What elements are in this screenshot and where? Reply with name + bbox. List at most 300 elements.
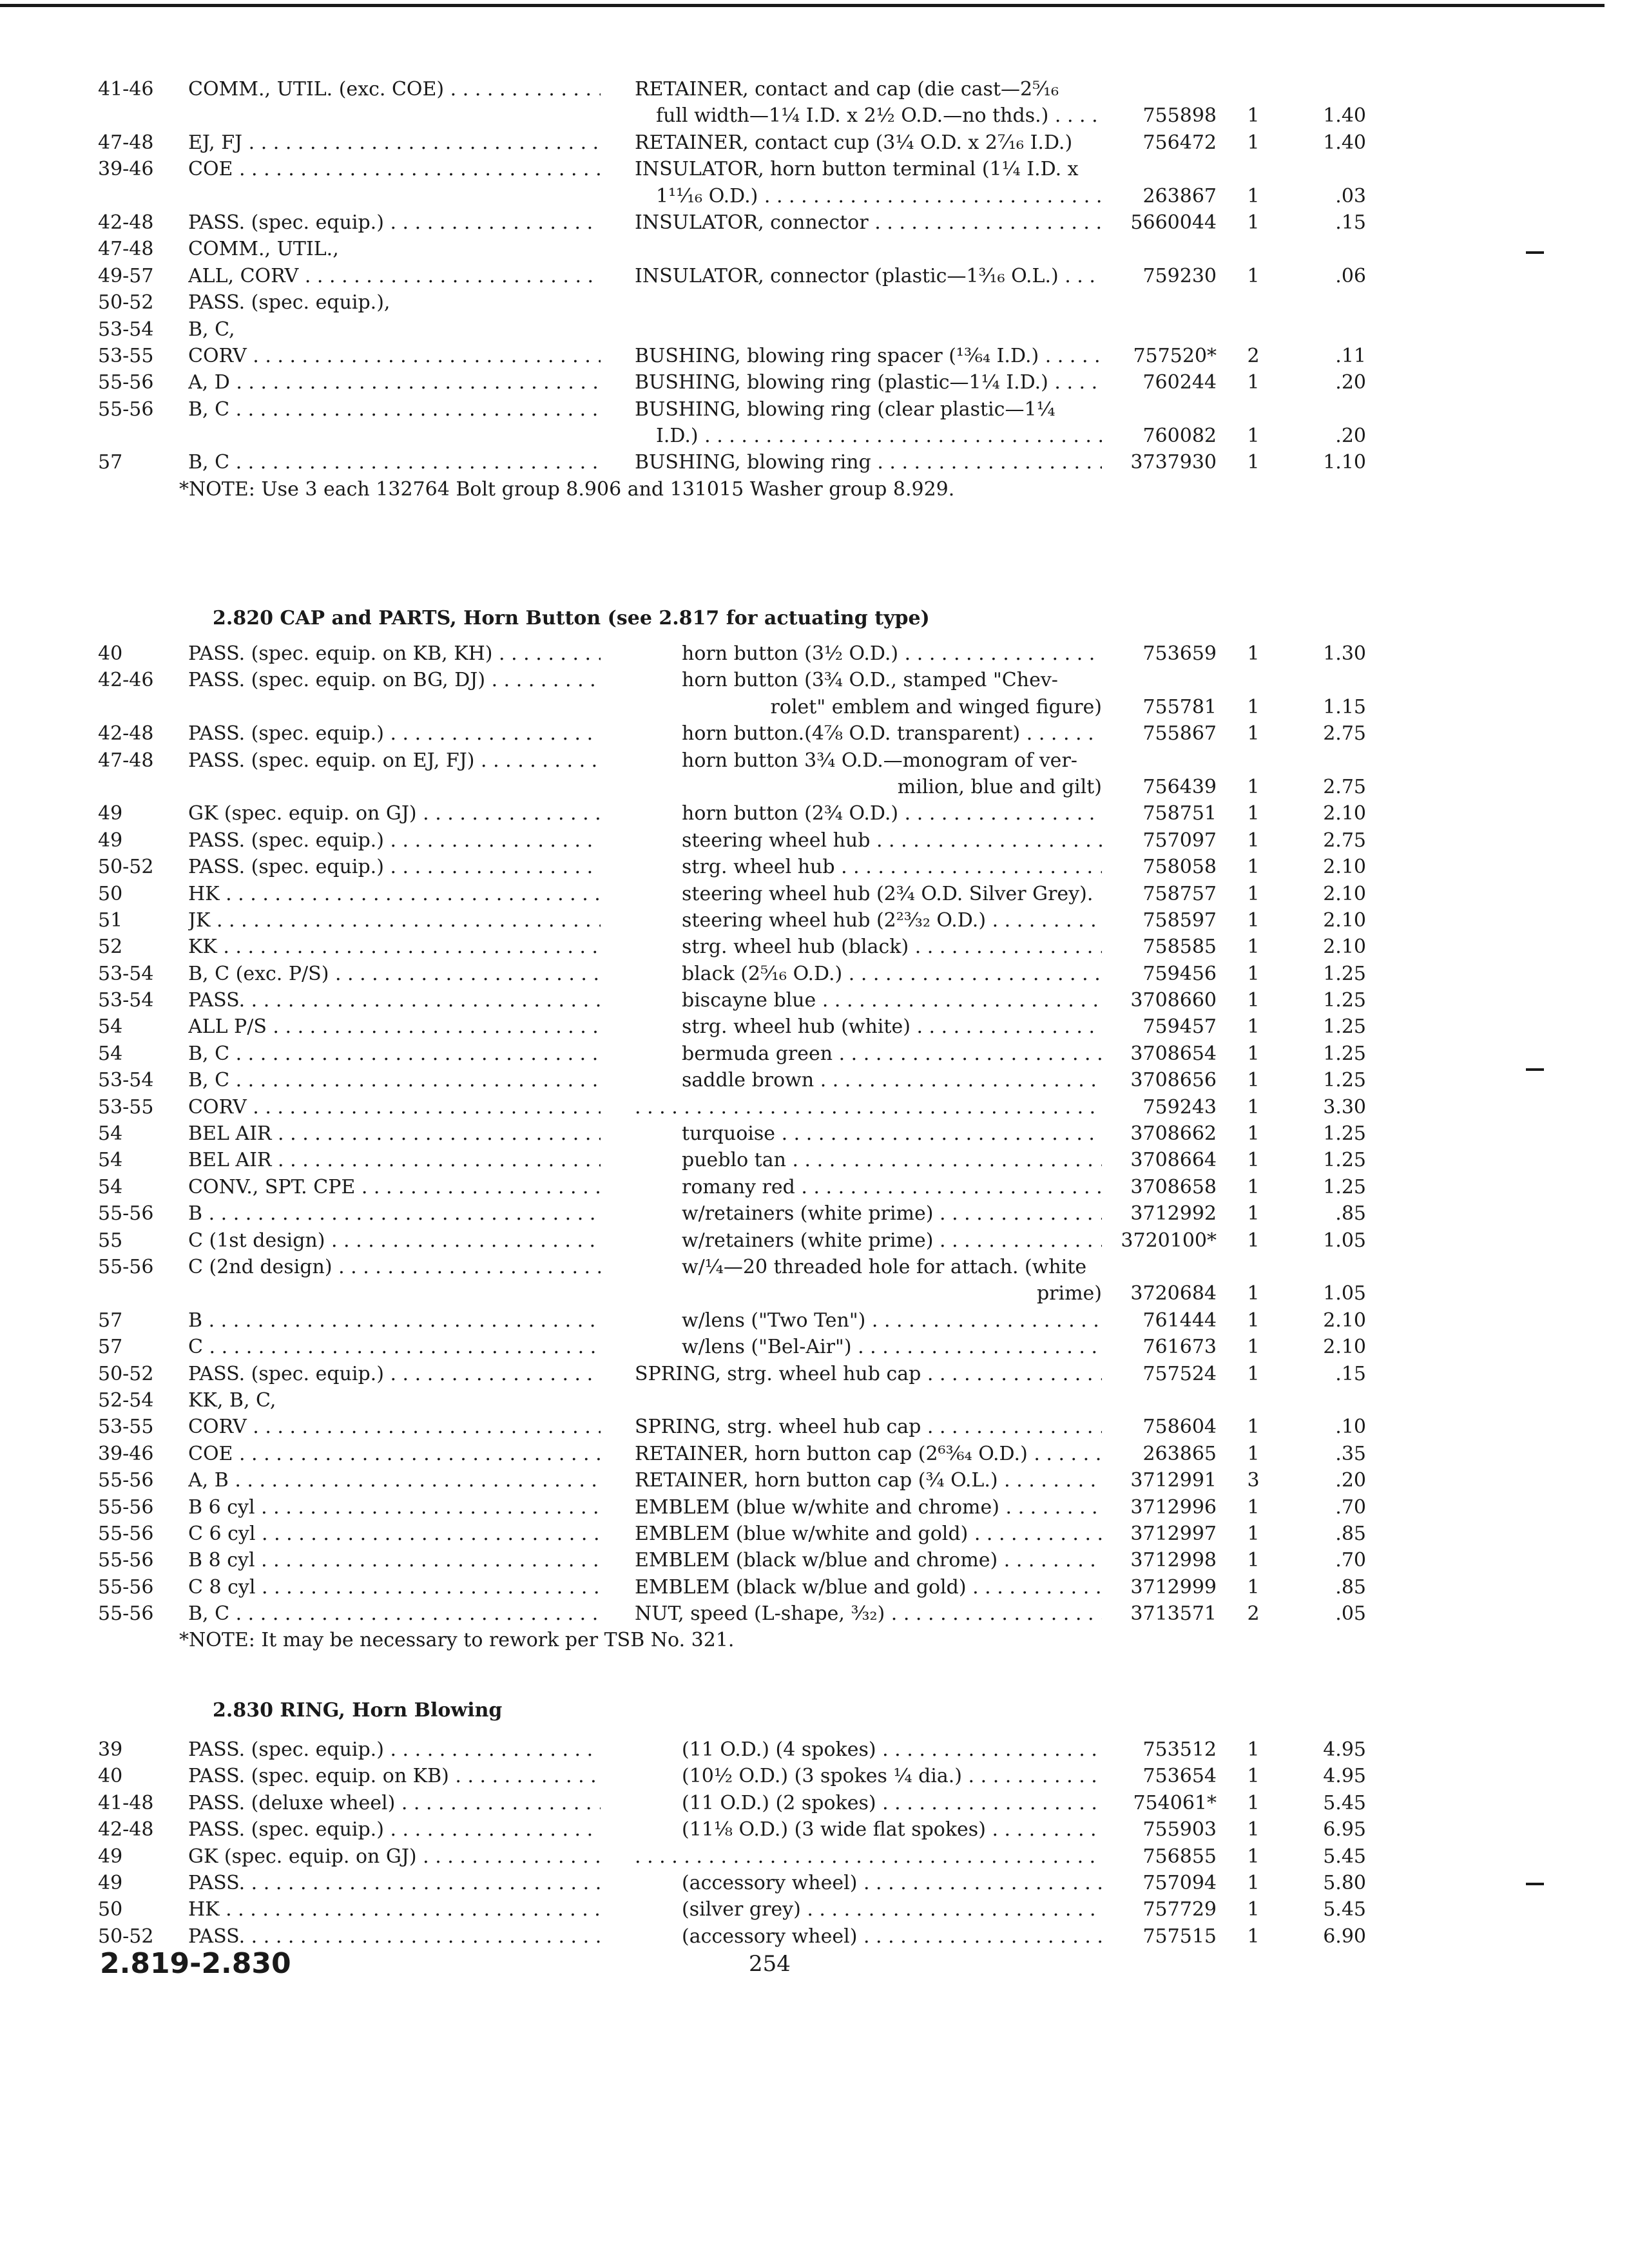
- year-cell: 55-56: [98, 1575, 154, 1599]
- year-cell: 53-54: [98, 962, 154, 985]
- year-cell: 54: [98, 1015, 123, 1039]
- model-cell: HK . . .: [188, 881, 601, 907]
- table-row: [0, 1174, 1629, 1200]
- part-number-cell: 757515: [1142, 1925, 1217, 1948]
- price-cell: 4.95: [1323, 1765, 1366, 1788]
- margin-mark: [1526, 251, 1544, 254]
- part-description-cell: BUSHING, blowing ring (plastic—1¼ I.D.) . . .: [635, 369, 1102, 396]
- model-cell: KK . . .: [188, 934, 601, 960]
- quantity-cell: 1: [1247, 371, 1260, 394]
- year-cell: 42-48: [98, 1818, 154, 1841]
- part-description-cell: EMBLEM (blue w/white and gold) . . .: [635, 1521, 1102, 1547]
- year-cell: 52-54: [98, 1389, 154, 1412]
- model-cell: B 8 cyl . . .: [188, 1547, 601, 1573]
- table-row: [0, 694, 1629, 720]
- model-cell: JK . . .: [188, 907, 601, 934]
- model-cell: COMM., UTIL.,: [188, 238, 339, 261]
- price-cell: .15: [1335, 1362, 1366, 1385]
- year-cell: 53-54: [98, 989, 154, 1012]
- year-cell: 55-56: [98, 1549, 154, 1572]
- part-description-cell: horn button 3¾ O.D.—monogram of ver-: [682, 749, 1077, 772]
- part-number-cell: 759456: [1142, 962, 1217, 985]
- part-number-cell: 757094: [1142, 1871, 1217, 1894]
- part-number-cell: 759457: [1142, 1015, 1217, 1039]
- model-cell: B, C . . .: [188, 1041, 601, 1067]
- year-cell: 49: [98, 802, 123, 825]
- price-cell: 2.75: [1323, 775, 1366, 798]
- section-heading: 2.830 RING, Horn Blowing: [213, 1699, 503, 1722]
- quantity-cell: 1: [1247, 802, 1260, 825]
- quantity-cell: 1: [1247, 989, 1260, 1012]
- part-number-cell: 3712996: [1130, 1495, 1217, 1519]
- part-description-cell: RETAINER, contact and cap (die cast—2⁵⁄₁₆: [635, 78, 1059, 101]
- price-cell: 1.15: [1323, 695, 1366, 718]
- table-row: [0, 1041, 1629, 1067]
- table-row: [0, 934, 1629, 960]
- price-cell: 4.95: [1323, 1738, 1366, 1761]
- quantity-cell: 1: [1247, 1765, 1260, 1788]
- price-cell: .70: [1335, 1495, 1366, 1519]
- model-cell: PASS. (spec. equip.) . . .: [188, 1736, 601, 1763]
- price-cell: .85: [1335, 1575, 1366, 1599]
- year-cell: 57: [98, 1309, 123, 1332]
- price-cell: 1.25: [1323, 1015, 1366, 1039]
- table-row: [0, 423, 1629, 449]
- model-cell: PASS. (deluxe wheel) . . .: [188, 1790, 601, 1816]
- year-cell: 39-46: [98, 1442, 154, 1465]
- model-cell: PASS. (spec. equip. on EJ, FJ) . . .: [188, 747, 601, 774]
- price-cell: .20: [1335, 371, 1366, 394]
- section-cap-and-parts: [0, 606, 1629, 1654]
- section-retainers-insulators-bushings: [0, 76, 1629, 503]
- table-row: [0, 987, 1629, 1014]
- table-row: [0, 1494, 1629, 1521]
- model-cell: PASS. . . .: [188, 1870, 601, 1896]
- part-description-cell: (11⅛ O.D.) (3 wide flat spokes) . . .: [682, 1816, 1102, 1843]
- table-row: [0, 1843, 1629, 1870]
- model-cell: CORV . . .: [188, 343, 601, 369]
- model-cell: PASS. (spec. equip.) . . .: [188, 827, 601, 854]
- quantity-cell: 1: [1247, 1042, 1260, 1065]
- part-description-cell: horn button (3¾ O.D., stamped "Chev-: [682, 669, 1058, 692]
- quantity-cell: 1: [1247, 829, 1260, 852]
- year-cell: 40: [98, 1765, 123, 1788]
- table-row: [0, 1120, 1629, 1147]
- parts-table-ring: [0, 1736, 1629, 1950]
- part-number-cell: 3737930: [1130, 451, 1217, 474]
- margin-mark: [1526, 1883, 1544, 1885]
- quantity-cell: 1: [1247, 1738, 1260, 1761]
- part-number-cell: 758058: [1142, 856, 1217, 879]
- year-cell: 53-54: [98, 318, 154, 341]
- part-description-cell: bermuda green . . .: [682, 1041, 1102, 1067]
- part-number-cell: 753659: [1142, 642, 1217, 665]
- quantity-cell: 1: [1247, 425, 1260, 448]
- part-description-cell: [635, 1094, 1102, 1120]
- part-description-cell: biscayne blue . . .: [682, 987, 1102, 1014]
- table-row: [0, 774, 1629, 800]
- quantity-cell: 1: [1247, 131, 1260, 154]
- table-row: [0, 1387, 1629, 1414]
- price-cell: 1.25: [1323, 962, 1366, 985]
- table-row: [0, 1334, 1629, 1360]
- year-cell: 55-56: [98, 1202, 154, 1225]
- table-row: [0, 1736, 1629, 1763]
- model-cell: PASS. . . .: [188, 1923, 601, 1950]
- part-number-cell: 3708660: [1130, 989, 1217, 1012]
- part-description-cell: w/retainers (white prime) . . .: [682, 1200, 1102, 1227]
- part-number-cell: 3712998: [1130, 1549, 1217, 1572]
- year-cell: 55-56: [98, 1255, 154, 1278]
- model-cell: HK . . .: [188, 1896, 601, 1923]
- table-row: [0, 1361, 1629, 1387]
- year-cell: 53-55: [98, 1095, 154, 1119]
- table-row: [0, 1094, 1629, 1120]
- table-row: [0, 369, 1629, 396]
- price-cell: 2.10: [1323, 1309, 1366, 1332]
- year-cell: 55-56: [98, 1602, 154, 1626]
- price-cell: .35: [1335, 1442, 1366, 1465]
- part-number-cell: 761673: [1142, 1336, 1217, 1359]
- price-cell: 1.25: [1323, 1042, 1366, 1065]
- table-row: [0, 1521, 1629, 1547]
- model-cell: PASS. (spec. equip. on KB) . . .: [188, 1763, 601, 1789]
- year-cell: 51: [98, 908, 123, 932]
- part-description-cell: EMBLEM (black w/blue and gold) . . .: [635, 1574, 1102, 1600]
- year-cell: 42-46: [98, 669, 154, 692]
- model-cell: C . . .: [188, 1334, 601, 1360]
- part-number-cell: 756439: [1142, 775, 1217, 798]
- table-row: [0, 1441, 1629, 1467]
- part-description-cell: NUT, speed (L-shape, ³⁄₃₂) . . .: [635, 1600, 1102, 1627]
- year-cell: 54: [98, 1122, 123, 1146]
- part-description-cell: BUSHING, blowing ring spacer (¹³⁄₆₄ I.D.) . . .: [635, 343, 1102, 369]
- quantity-cell: 2: [1247, 344, 1260, 367]
- model-cell: CONV., SPT. CPE . . .: [188, 1174, 601, 1200]
- part-number-cell: 3712991: [1130, 1469, 1217, 1492]
- part-number-cell: 753654: [1142, 1765, 1217, 1788]
- model-cell: PASS. (spec. equip.) . . .: [188, 1361, 601, 1387]
- table-row: [0, 1574, 1629, 1600]
- table-row: [0, 854, 1629, 880]
- price-cell: 1.25: [1323, 1122, 1366, 1146]
- part-number-cell: 3712999: [1130, 1575, 1217, 1599]
- part-description-cell: 1¹¹⁄₁₆ O.D.) . . .: [656, 183, 1102, 209]
- table-row: [0, 316, 1629, 343]
- part-number-cell: 3712997: [1130, 1522, 1217, 1545]
- part-description-cell: INSULATOR, connector (plastic—1³⁄₁₆ O.L.) . . .: [635, 263, 1102, 289]
- year-cell: 53-54: [98, 1069, 154, 1092]
- part-description-cell: steering wheel hub (2¾ O.D. Silver Grey).: [682, 882, 1094, 905]
- year-cell: 50: [98, 1898, 123, 1921]
- year-cell: 54: [98, 1042, 123, 1065]
- model-cell: CORV . . .: [188, 1094, 601, 1120]
- part-description-cell: milion, blue and gilt): [897, 775, 1102, 798]
- part-number-cell: 760244: [1142, 371, 1217, 394]
- part-description-cell: (silver grey) . . .: [682, 1896, 1102, 1923]
- part-description-cell: (accessory wheel) . . .: [682, 1870, 1102, 1896]
- part-description-cell: pueblo tan . . .: [682, 1147, 1102, 1173]
- part-description-cell: SPRING, strg. wheel hub cap . . .: [635, 1414, 1102, 1440]
- part-number-cell: 755898: [1142, 104, 1217, 128]
- model-cell: B, C . . .: [188, 449, 601, 476]
- price-cell: 3.30: [1323, 1095, 1366, 1119]
- part-number-cell: 758757: [1142, 882, 1217, 905]
- year-cell: 42-48: [98, 211, 154, 234]
- quantity-cell: 1: [1247, 1015, 1260, 1039]
- quantity-cell: 1: [1247, 1495, 1260, 1519]
- price-cell: .05: [1335, 1602, 1366, 1626]
- part-description-cell: w/retainers (white prime) . . .: [682, 1227, 1102, 1254]
- part-number-cell: 263865: [1142, 1442, 1217, 1465]
- part-number-cell: 3720100*: [1121, 1229, 1217, 1252]
- model-cell: B . . .: [188, 1200, 601, 1227]
- quantity-cell: 1: [1247, 1549, 1260, 1572]
- price-cell: 5.45: [1323, 1898, 1366, 1921]
- table-row: [0, 1467, 1629, 1494]
- part-number-cell: 758751: [1142, 802, 1217, 825]
- table-row: [0, 156, 1629, 182]
- price-cell: .03: [1335, 184, 1366, 207]
- price-cell: .70: [1335, 1549, 1366, 1572]
- quantity-cell: 1: [1247, 1818, 1260, 1841]
- model-cell: B, C . . .: [188, 1067, 601, 1093]
- part-number-cell: 754061*: [1133, 1791, 1217, 1814]
- quantity-cell: 1: [1247, 1845, 1260, 1868]
- year-cell: 40: [98, 642, 123, 665]
- price-cell: 5.80: [1323, 1871, 1366, 1894]
- parts-table-top: [0, 76, 1629, 476]
- model-cell: B, C . . .: [188, 1600, 601, 1627]
- table-row: [0, 102, 1629, 129]
- price-cell: 1.25: [1323, 989, 1366, 1012]
- quantity-cell: 1: [1247, 1925, 1260, 1948]
- section-ring-horn-blowing: [0, 1698, 1629, 1950]
- model-cell: B . . .: [188, 1307, 601, 1334]
- table-row: [0, 1280, 1629, 1307]
- price-cell: 5.45: [1323, 1791, 1366, 1814]
- price-cell: .06: [1335, 264, 1366, 287]
- year-cell: 55-56: [98, 1522, 154, 1545]
- model-cell: GK (spec. equip. on GJ) . . .: [188, 1843, 601, 1870]
- part-description-cell: turquoise . . .: [682, 1120, 1102, 1147]
- part-number-cell: 3708654: [1130, 1042, 1217, 1065]
- model-cell: ALL, CORV . . .: [188, 263, 601, 289]
- table-row: [0, 1200, 1629, 1227]
- table-row: [0, 396, 1629, 423]
- price-cell: .20: [1335, 425, 1366, 448]
- part-number-cell: 760082: [1142, 425, 1217, 448]
- model-cell: ALL P/S . . .: [188, 1014, 601, 1040]
- part-number-cell: 758597: [1142, 908, 1217, 932]
- quantity-cell: 1: [1247, 1871, 1260, 1894]
- table-row: [0, 209, 1629, 236]
- quantity-cell: 1: [1247, 936, 1260, 959]
- part-description-cell: [635, 1843, 1102, 1870]
- part-description-cell: BUSHING, blowing ring . . .: [635, 449, 1102, 476]
- price-cell: 1.40: [1323, 131, 1366, 154]
- year-cell: 53-55: [98, 344, 154, 367]
- year-cell: 49: [98, 829, 123, 852]
- model-cell: EJ, FJ . . .: [188, 130, 601, 156]
- price-cell: 1.05: [1323, 1229, 1366, 1252]
- part-number-cell: 756472: [1142, 131, 1217, 154]
- part-description-cell: full width—1¼ I.D. x 2½ O.D.—no thds.) . . .: [656, 102, 1102, 129]
- part-description-cell: strg. wheel hub (black) . . .: [682, 934, 1102, 960]
- part-number-cell: 759243: [1142, 1095, 1217, 1119]
- year-cell: 57: [98, 451, 123, 474]
- year-cell: 55-56: [98, 1495, 154, 1519]
- model-cell: B, C,: [188, 318, 235, 341]
- year-cell: 55: [98, 1229, 123, 1252]
- quantity-cell: 1: [1247, 642, 1260, 665]
- quantity-cell: 1: [1247, 962, 1260, 985]
- model-cell: C 6 cyl . . .: [188, 1521, 601, 1547]
- price-cell: 1.25: [1323, 1149, 1366, 1172]
- table-row: [0, 1547, 1629, 1573]
- part-number-cell: 3708656: [1130, 1069, 1217, 1092]
- model-cell: B, C (exc. P/S) . . .: [188, 961, 601, 987]
- table-row: [0, 1600, 1629, 1627]
- model-cell: PASS. (spec. equip.),: [188, 291, 390, 314]
- part-description-cell: INSULATOR, connector . . .: [635, 209, 1102, 236]
- model-cell: C (1st design) . . .: [188, 1227, 601, 1254]
- table-row: [0, 881, 1629, 907]
- part-description-cell: steering wheel hub (2²³⁄₃₂ O.D.) . . .: [682, 907, 1102, 934]
- year-cell: 39-46: [98, 158, 154, 181]
- quantity-cell: 1: [1247, 1122, 1260, 1146]
- margin-mark: [1526, 1068, 1544, 1071]
- table-row: [0, 183, 1629, 209]
- part-description-cell: w/¼—20 threaded hole for attach. (white: [682, 1255, 1087, 1278]
- model-cell: A, D . . .: [188, 369, 601, 396]
- top-rule: [0, 4, 1605, 7]
- table-row: [0, 640, 1629, 667]
- quantity-cell: 1: [1247, 1175, 1260, 1198]
- part-number-cell: 3708664: [1130, 1149, 1217, 1172]
- quantity-cell: 3: [1247, 1469, 1260, 1492]
- quantity-cell: 1: [1247, 1791, 1260, 1814]
- part-description-cell: INSULATOR, horn button terminal (1¼ I.D. x: [635, 158, 1079, 181]
- year-cell: 57: [98, 1336, 123, 1359]
- part-description-cell: horn button (3½ O.D.) . . .: [682, 640, 1102, 667]
- price-cell: .11: [1335, 344, 1366, 367]
- price-cell: 2.10: [1323, 882, 1366, 905]
- price-cell: .20: [1335, 1469, 1366, 1492]
- part-description-cell: strg. wheel hub (white) . . .: [682, 1014, 1102, 1040]
- part-description-cell: (11 O.D.) (2 spokes) . . .: [682, 1790, 1102, 1816]
- part-number-cell: 761444: [1142, 1309, 1217, 1332]
- quantity-cell: 1: [1247, 1282, 1260, 1305]
- table-row: [0, 1014, 1629, 1040]
- quantity-cell: 1: [1247, 1522, 1260, 1545]
- year-cell: 42-48: [98, 722, 154, 745]
- part-number-cell: 755867: [1142, 722, 1217, 745]
- part-description-cell: EMBLEM (black w/blue and chrome) . . .: [635, 1547, 1102, 1573]
- quantity-cell: 1: [1247, 1362, 1260, 1385]
- page-number: 254: [749, 1951, 791, 1977]
- footnote: *NOTE: Use 3 each 132764 Bolt group 8.906 and 131015 Washer group 8.929.: [179, 477, 955, 501]
- quantity-cell: 1: [1247, 1202, 1260, 1225]
- part-number-cell: 755781: [1142, 695, 1217, 718]
- table-row: [0, 747, 1629, 774]
- part-description-cell: (10½ O.D.) (3 spokes ¼ dia.) . . .: [682, 1763, 1102, 1789]
- table-row: [0, 720, 1629, 747]
- price-cell: 2.10: [1323, 856, 1366, 879]
- year-cell: 52: [98, 936, 123, 959]
- model-cell: PASS. . . .: [188, 987, 601, 1014]
- model-cell: KK, B, C,: [188, 1389, 276, 1412]
- table-row: [0, 1790, 1629, 1816]
- part-description-cell: (accessory wheel) . . .: [682, 1923, 1102, 1950]
- year-cell: 53-55: [98, 1416, 154, 1439]
- part-description-cell: BUSHING, blowing ring (clear plastic—1¼: [635, 398, 1055, 421]
- price-cell: .10: [1335, 1416, 1366, 1439]
- parts-table-cap: [0, 640, 1629, 1627]
- part-number-cell: 758604: [1142, 1416, 1217, 1439]
- part-description-cell: w/lens ("Two Ten") . . .: [682, 1307, 1102, 1334]
- year-cell: 50-52: [98, 856, 154, 879]
- year-cell: 55-56: [98, 398, 154, 421]
- model-cell: PASS. (spec. equip.) . . .: [188, 854, 601, 880]
- price-cell: 1.30: [1323, 642, 1366, 665]
- quantity-cell: 1: [1247, 184, 1260, 207]
- year-cell: 49: [98, 1871, 123, 1894]
- part-number-cell: 756855: [1142, 1845, 1217, 1868]
- year-cell: 47-48: [98, 238, 154, 261]
- model-cell: PASS. (spec. equip.) . . .: [188, 1816, 601, 1843]
- price-cell: 1.25: [1323, 1175, 1366, 1198]
- table-row: [0, 343, 1629, 369]
- table-row: [0, 449, 1629, 476]
- quantity-cell: 1: [1247, 264, 1260, 287]
- table-row: [0, 1763, 1629, 1789]
- quantity-cell: 1: [1247, 1095, 1260, 1119]
- part-description-cell: rolet" emblem and winged figure): [770, 695, 1102, 718]
- model-cell: PASS. (spec. equip.) . . .: [188, 209, 601, 236]
- model-cell: CORV . . .: [188, 1414, 601, 1440]
- price-cell: 6.90: [1323, 1925, 1366, 1948]
- quantity-cell: 1: [1247, 882, 1260, 905]
- year-cell: 55-56: [98, 371, 154, 394]
- part-number-cell: 3720684: [1130, 1282, 1217, 1305]
- part-number-cell: 5660044: [1130, 211, 1217, 234]
- part-number-cell: 757097: [1142, 829, 1217, 852]
- model-cell: BEL AIR . . .: [188, 1147, 601, 1173]
- table-row: [0, 1923, 1629, 1950]
- part-description-cell: RETAINER, horn button cap (2⁶³⁄₆₄ O.D.) . . .: [635, 1441, 1102, 1467]
- year-cell: 54: [98, 1175, 123, 1198]
- model-cell: PASS. (spec. equip. on BG, DJ) . . .: [188, 667, 601, 693]
- table-row: [0, 800, 1629, 827]
- price-cell: 2.75: [1323, 722, 1366, 745]
- table-row: [0, 1147, 1629, 1173]
- price-cell: .15: [1335, 211, 1366, 234]
- part-description-cell: RETAINER, horn button cap (¾ O.L.) . . .: [635, 1467, 1102, 1494]
- part-description-cell: RETAINER, contact cup (3¼ O.D. x 2⁷⁄₁₆ I.D.): [635, 131, 1073, 154]
- part-number-cell: 263867: [1142, 184, 1217, 207]
- part-description-cell: I.D.) . . .: [656, 423, 1102, 449]
- year-cell: 50-52: [98, 291, 154, 314]
- quantity-cell: 1: [1247, 1229, 1260, 1252]
- quantity-cell: 1: [1247, 695, 1260, 718]
- quantity-cell: 1: [1247, 451, 1260, 474]
- model-cell: GK (spec. equip. on GJ) . . .: [188, 800, 601, 827]
- table-row: [0, 1414, 1629, 1440]
- part-description-cell: prime): [1036, 1282, 1102, 1305]
- table-row: [0, 667, 1629, 693]
- year-cell: 54: [98, 1149, 123, 1172]
